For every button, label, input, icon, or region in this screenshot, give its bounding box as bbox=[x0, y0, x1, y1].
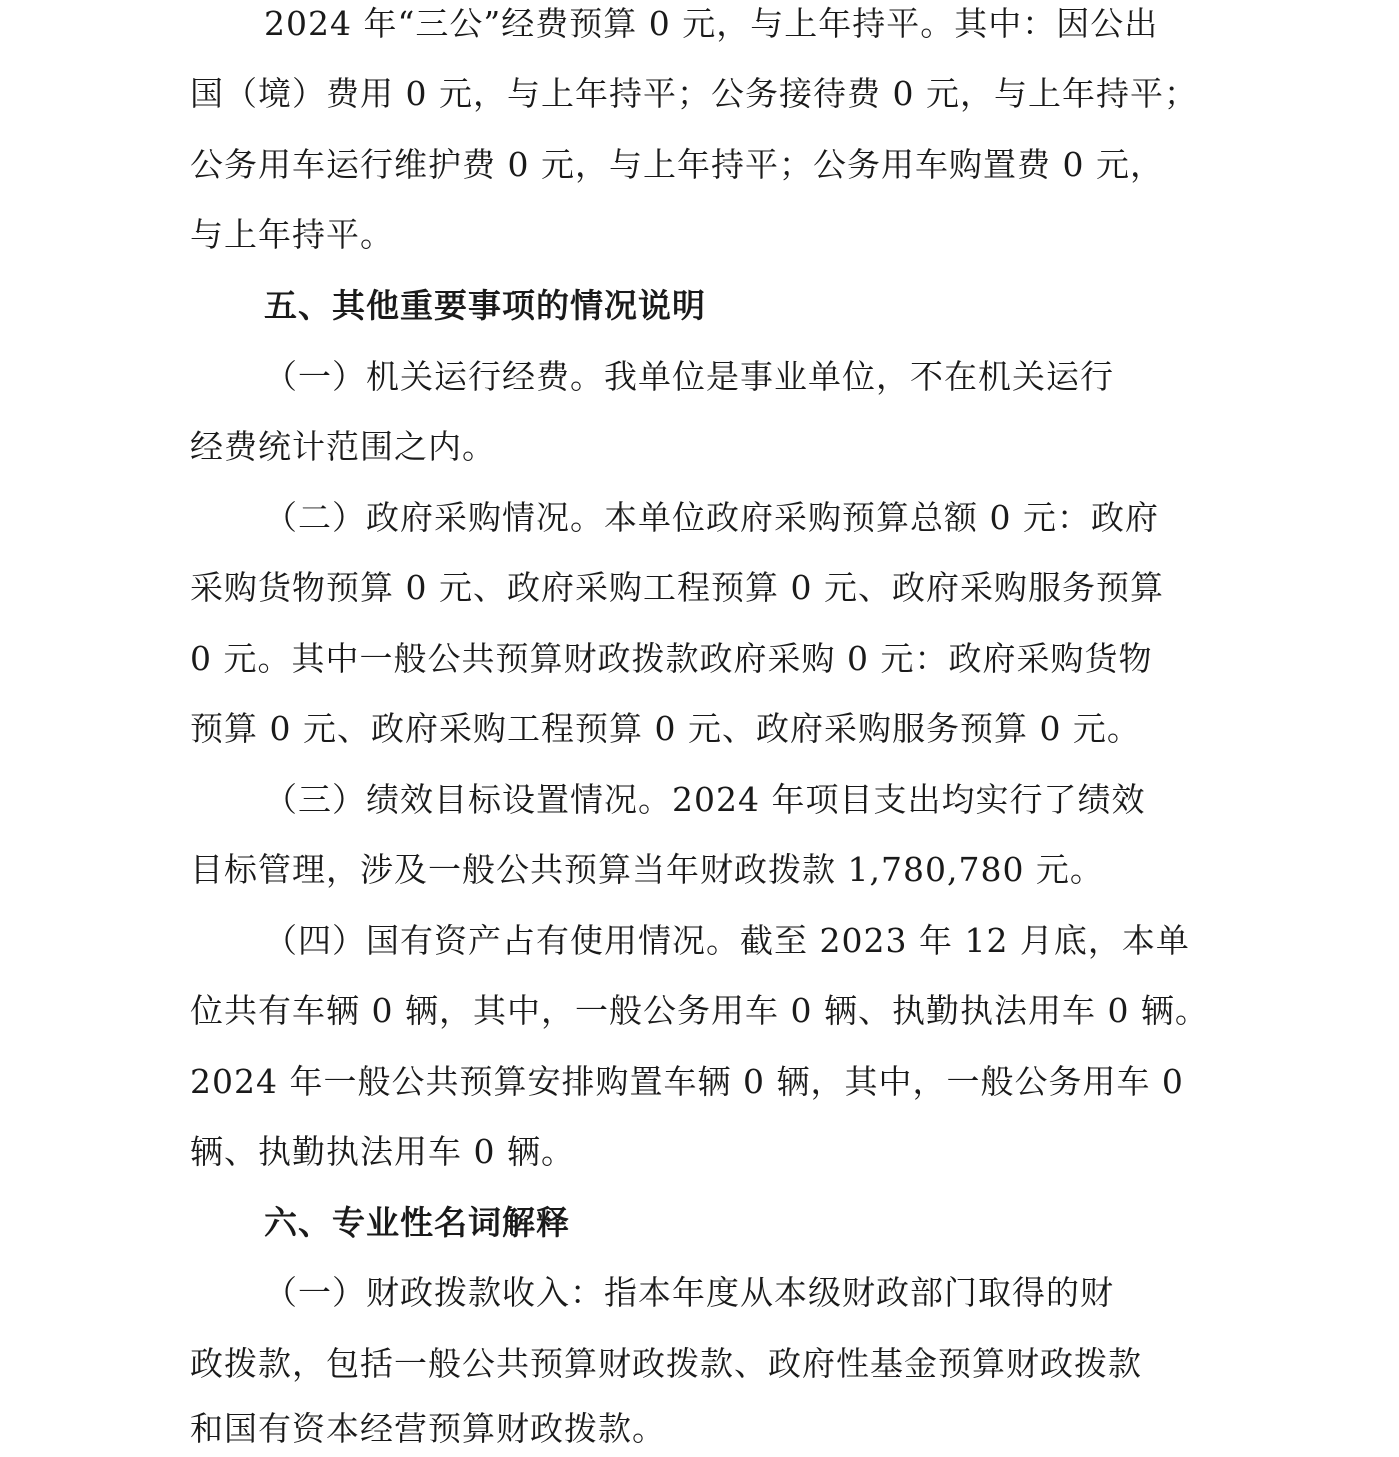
paragraph-line: 位共有车辆 0 辆，其中，一般公务用车 0 辆、执勤执法用车 0 辆。 bbox=[190, 991, 1209, 1030]
paragraph-line: （一）机关运行经费。我单位是事业单位，不在机关运行 bbox=[264, 357, 1114, 396]
paragraph-line: （二）政府采购情况。本单位政府采购预算总额 0 元：政府 bbox=[264, 498, 1159, 537]
paragraph-line: 采购货物预算 0 元、政府采购工程预算 0 元、政府采购服务预算 bbox=[190, 568, 1164, 607]
section-heading: 五、其他重要事项的情况说明 bbox=[264, 286, 706, 325]
paragraph-line: 政拨款，包括一般公共预算财政拨款、政府性基金预算财政拨款 bbox=[190, 1344, 1142, 1383]
section-heading: 六、专业性名词解释 bbox=[264, 1203, 570, 1242]
paragraph-line: 2024 年“三公”经费预算 0 元，与上年持平。其中：因公出 bbox=[264, 4, 1159, 43]
paragraph-line: 与上年持平。 bbox=[190, 215, 394, 254]
paragraph-line: 辆、执勤执法用车 0 辆。 bbox=[190, 1132, 575, 1171]
paragraph-line: 预算 0 元、政府采购工程预算 0 元、政府采购服务预算 0 元。 bbox=[190, 709, 1141, 748]
paragraph-line: 国（境）费用 0 元，与上年持平；公务接待费 0 元，与上年持平； bbox=[190, 74, 1198, 113]
paragraph-line: 公务用车运行维护费 0 元，与上年持平；公务用车购置费 0 元， bbox=[190, 145, 1164, 184]
paragraph-line: （四）国有资产占有使用情况。截至 2023 年 12 月底，本单 bbox=[264, 921, 1190, 960]
paragraph-line: 经费统计范围之内。 bbox=[190, 427, 496, 466]
paragraph-line: （三）绩效目标设置情况。2024 年项目支出均实行了绩效 bbox=[264, 780, 1146, 819]
paragraph-line: 0 元。其中一般公共预算财政拨款政府采购 0 元：政府采购货物 bbox=[190, 639, 1153, 678]
paragraph-line: （一）财政拨款收入：指本年度从本级财政部门取得的财 bbox=[264, 1273, 1114, 1312]
paragraph-line: 和国有资本经营预算财政拨款。 bbox=[190, 1409, 666, 1448]
paragraph-line: 目标管理，涉及一般公共预算当年财政拨款 1,780,780 元。 bbox=[190, 850, 1104, 889]
paragraph-line: 2024 年一般公共预算安排购置车辆 0 辆，其中，一般公务用车 0 bbox=[190, 1062, 1184, 1101]
